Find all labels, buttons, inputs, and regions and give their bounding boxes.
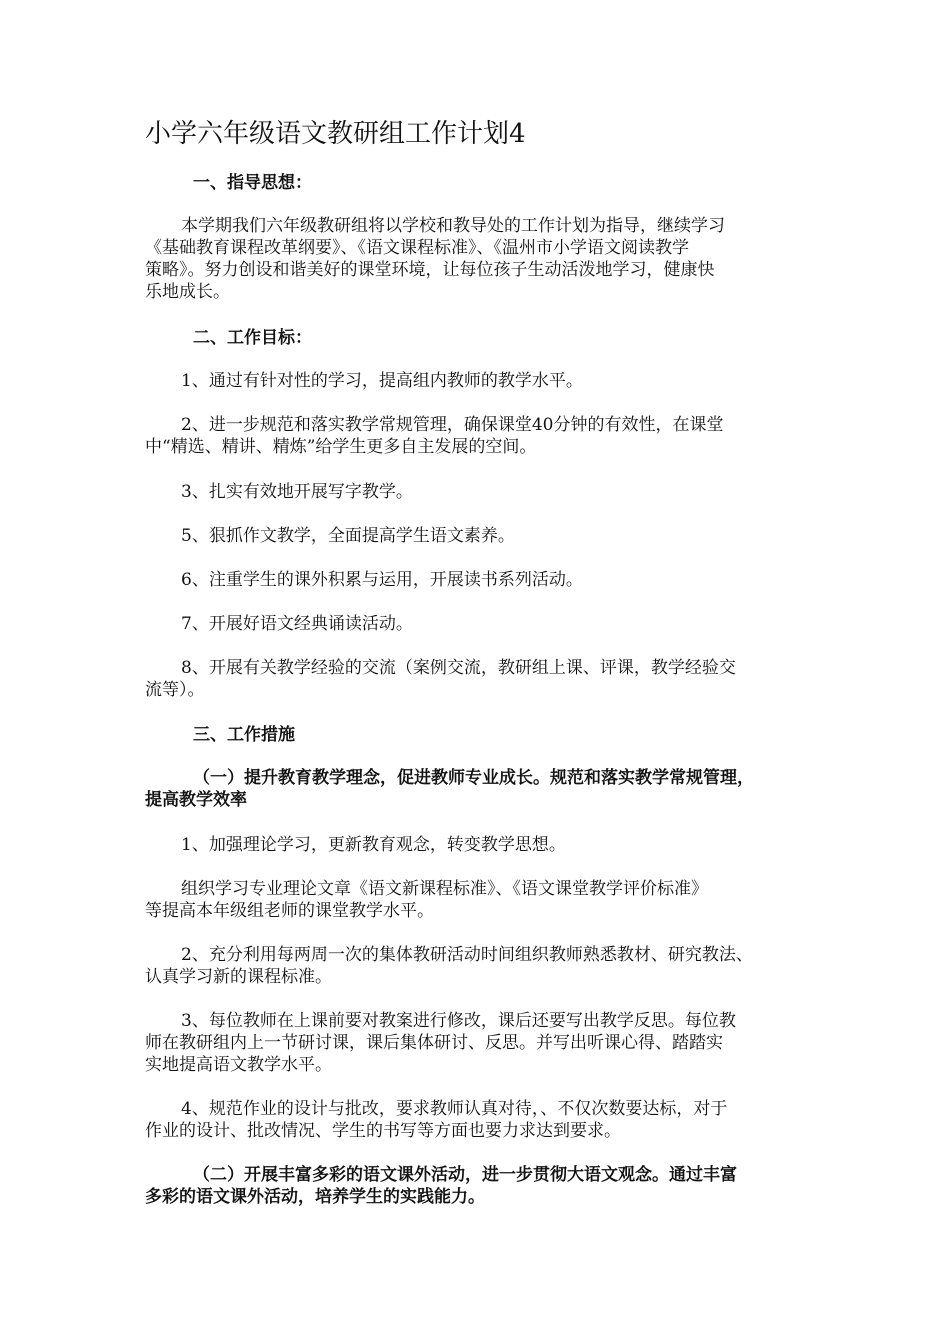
paragraph-line: 认真学习新的课程标准。 <box>145 967 332 987</box>
paragraph-line: 1、加强理论学习，更新教育观念，转变教学思想。 <box>181 835 566 855</box>
paragraph-line: 流等）。 <box>145 680 205 700</box>
paragraph-line: 4、规范作业的设计与批改，要求教师认真对待，、不仅次数要达标，对于 <box>181 1099 728 1119</box>
goal-item-3 <box>145 481 810 503</box>
paragraph-line: 7、开展好语文经典诵读活动。 <box>181 614 413 634</box>
goal-item-7 <box>145 613 810 635</box>
subsection-heading-1 <box>145 767 810 811</box>
paragraph-line: 3、每位教师在上课前要对教案进行修改，课后还要写出教学反思。每位教 <box>181 1011 736 1031</box>
measure-item-4 <box>145 1098 810 1142</box>
paragraph-line: 2、充分利用每两周一次的集体教研活动时间组织教师熟悉教材、研究教法、 <box>181 945 753 965</box>
measure-item-1-detail <box>145 878 810 922</box>
goal-item-5 <box>145 525 810 547</box>
paragraph-line: 策略》。努力创设和谐美好的课堂环境，让每位孩子生动活泼地学习，健康快 <box>145 260 715 280</box>
paragraph-line: 中“精选、精讲、精炼”给学生更多自主发展的空间。 <box>145 437 537 457</box>
section-heading-guiding-thought: 一、指导思想： <box>193 173 312 193</box>
paragraph-line: 8、开展有关教学经验的交流（案例交流，教研组上课、评课，教学经验交 <box>181 658 736 678</box>
paragraph-guiding-thought <box>145 215 810 303</box>
paragraph-line: 2、进一步规范和落实教学常规管理，确保课堂40分钟的有效性，在课堂 <box>181 415 724 435</box>
paragraph-line: 1、通过有针对性的学习，提高组内教师的教学水平。 <box>181 371 583 391</box>
measure-item-1 <box>145 834 810 856</box>
paragraph-line: 多彩的语文课外活动，培养学生的实践能力。 <box>145 1187 485 1207</box>
section-heading-work-goals: 二、工作目标： <box>193 328 312 348</box>
paragraph-line: 师在教研组内上一节研讨课，课后集体研讨、反思。并写出听课心得、踏踏实 <box>145 1033 723 1053</box>
paragraph-line: 5、狠抓作文教学，全面提高学生语文素养。 <box>181 526 515 546</box>
paragraph-line: 组织学习专业理论文章《语文新课程标准》、《语文课堂教学评价标准》 <box>181 879 708 899</box>
goal-item-6 <box>145 569 810 591</box>
paragraph-line: 等提高本年级组老师的课堂教学水平。 <box>145 901 434 921</box>
subsection-heading-2 <box>145 1164 810 1208</box>
paragraph-line: 本学期我们六年级教研组将以学校和教导处的工作计划为指导，继续学习 <box>181 216 725 236</box>
measure-item-2 <box>145 944 810 988</box>
paragraph-line: 《基础教育课程改革纲要》、《语文课程标准》、《温州市小学语文阅读教学 <box>145 238 689 258</box>
goal-item-1 <box>145 370 810 392</box>
paragraph-line: 乐地成长。 <box>145 282 230 302</box>
paragraph-line: （二）开展丰富多彩的语文课外活动，进一步贯彻大语文观念。通过丰富 <box>193 1165 737 1185</box>
document-title: 小学六年级语文教研组工作计划4 <box>145 119 526 149</box>
goal-item-2 <box>145 414 810 458</box>
paragraph-line: 作业的设计、批改情况、学生的书写等方面也要力求达到要求。 <box>145 1121 621 1141</box>
paragraph-line: 提高教学效率 <box>145 790 247 810</box>
measure-item-3 <box>145 1010 810 1076</box>
goal-item-8 <box>145 657 810 701</box>
paragraph-line: 3、扎实有效地开展写字教学。 <box>181 482 413 502</box>
section-heading-work-measures: 三、工作措施 <box>193 725 295 745</box>
paragraph-line: 6、注重学生的课外积累与运用，开展读书系列活动。 <box>181 570 583 590</box>
paragraph-line: 实地提高语文教学水平。 <box>145 1055 332 1075</box>
paragraph-line: （一）提升教育教学理念，促进教师专业成长。规范和落实教学常规管理， <box>193 768 754 788</box>
